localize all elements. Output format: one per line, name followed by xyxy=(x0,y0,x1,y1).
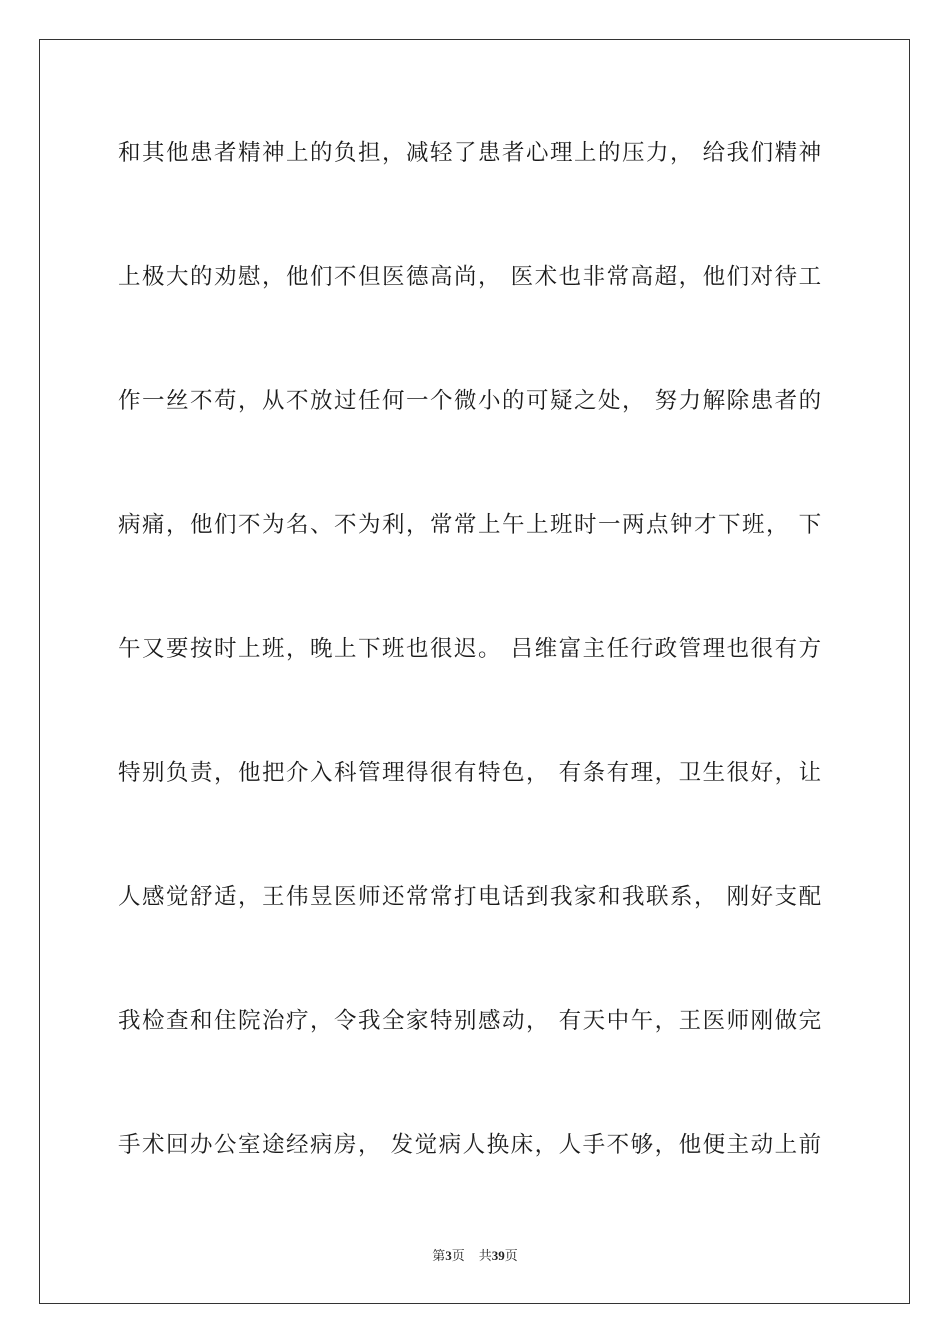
total-pages: 39 xyxy=(491,1248,505,1263)
text-line: 特别负责，他把介入科管理得很有特色， 有条有理，卫生很好，让 xyxy=(118,760,823,786)
text-line: 人感觉舒适，王伟昱医师还常常打电话到我家和我联系， 刚好支配 xyxy=(118,884,823,910)
page-footer xyxy=(0,1248,950,1265)
page-prefix: 第 xyxy=(432,1249,446,1264)
text-line: 病痛，他们不为名、不为利，常常上午上班时一两点钟才下班， 下 xyxy=(118,512,823,538)
text-line: 和其他患者精神上的负担，减轻了患者心理上的压力， 给我们精神 xyxy=(118,140,823,166)
text-line: 作一丝不苟，从不放过任何一个微小的可疑之处， 努力解除患者的 xyxy=(118,388,823,414)
text-line: 上极大的劝慰，他们不但医德高尚， 医术也非常高超，他们对待工 xyxy=(118,264,823,290)
page-suffix: 页 xyxy=(451,1249,465,1264)
total-prefix: 共 xyxy=(478,1249,492,1264)
page-number: 3 xyxy=(445,1248,452,1263)
text-line: 午又要按时上班，晚上下班也很迟。 吕维富主任行政管理也很有方 xyxy=(118,636,823,662)
page-border xyxy=(39,39,910,1304)
text-line: 手术回办公室途经病房， 发觉病人换床，人手不够，他便主动上前 xyxy=(118,1132,823,1158)
total-suffix: 页 xyxy=(504,1249,518,1264)
text-line: 我检查和住院治疗，令我全家特别感动， 有天中午，王医师刚做完 xyxy=(118,1008,823,1034)
